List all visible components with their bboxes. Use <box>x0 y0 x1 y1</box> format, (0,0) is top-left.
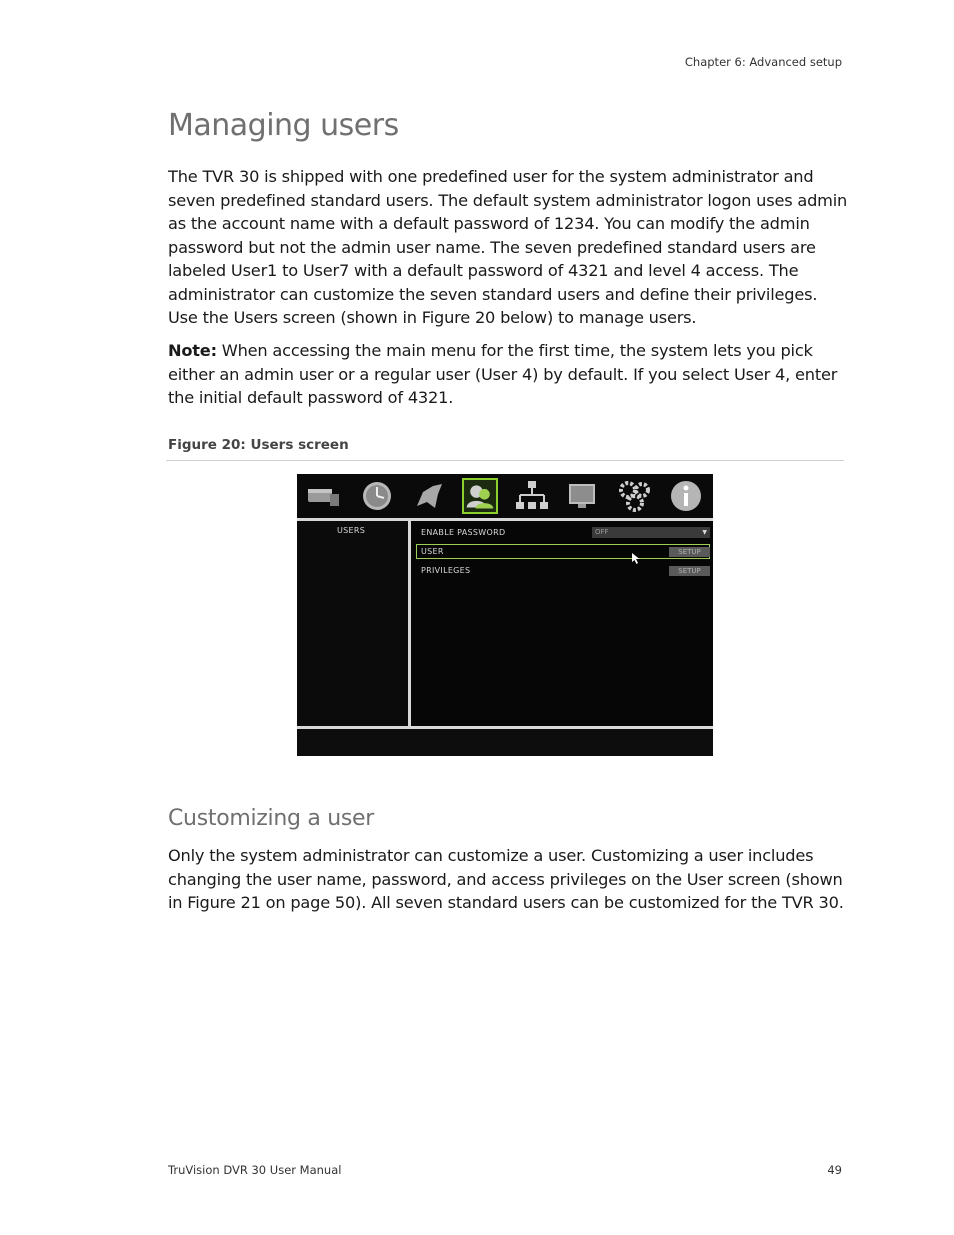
user-setup-button: SETUP <box>669 547 710 557</box>
privileges-setup-button: SETUP <box>669 566 710 576</box>
dropdown-arrow-icon: ▼ <box>702 529 707 536</box>
footer-manual-title: TruVision DVR 30 User Manual <box>168 1163 342 1177</box>
enable-password-dropdown <box>592 527 710 538</box>
status-bar <box>297 729 713 756</box>
figure-caption: Figure 20: Users screen <box>168 437 349 453</box>
clock-icon <box>359 478 395 514</box>
enable-password-label: ENABLE PASSWORD <box>421 528 506 537</box>
user-row-label: USER <box>421 547 444 556</box>
note-label: Note: <box>168 341 217 360</box>
section-title-managing-users: Managing users <box>168 108 399 143</box>
selected-row-highlight <box>416 544 710 559</box>
camera-icon <box>305 478 341 514</box>
chapter-header: Chapter 6: Advanced setup <box>684 55 842 69</box>
users-screen-figure <box>297 474 713 756</box>
gears-icon <box>617 478 653 514</box>
mouse-cursor-icon <box>632 549 641 560</box>
alarm-icon <box>411 478 447 514</box>
info-icon <box>668 478 704 514</box>
caption-divider <box>166 460 844 461</box>
note-text: When accessing the main menu for the first time, the system lets you pick either an admin user or a regular user (User 4) by default. If you select User 4, enter the initial default password of 4321. <box>168 341 838 407</box>
menu-item-users: USERS <box>337 526 366 535</box>
enable-password-value: OFF <box>595 528 609 536</box>
page-number: 49 <box>827 1163 842 1177</box>
menu-toolbar <box>297 474 713 518</box>
section-title-customizing-a-user: Customizing a user <box>168 806 375 831</box>
users-icon <box>462 478 498 514</box>
note-paragraph <box>168 339 848 410</box>
network-icon <box>514 478 550 514</box>
intro-paragraph: The TVR 30 is shipped with one predefined user for the system administrator and seven predefined standard users. The default system administrator logon uses admin as the account name with a default password of 1234. You can modify the admin password but not the admin user name. The seven predefined standard users are labeled User1 to User7 with a default password of 4321 and level 4 access. The administrator can customize the seven standard users and define their privileges. Use the Users screen (shown in Figure 20 below) to manage users. <box>168 167 848 327</box>
customizing-paragraph: Only the system administrator can customize a user. Customizing a user includes changing the user name, password, and access privileges on the User screen (shown in Figure 21 on page 50). All seven standard users can be customized for the TVR 30. <box>168 846 844 912</box>
left-menu-panel <box>297 521 411 726</box>
display-icon <box>565 478 601 514</box>
privileges-row-label: PRIVILEGES <box>421 566 471 575</box>
